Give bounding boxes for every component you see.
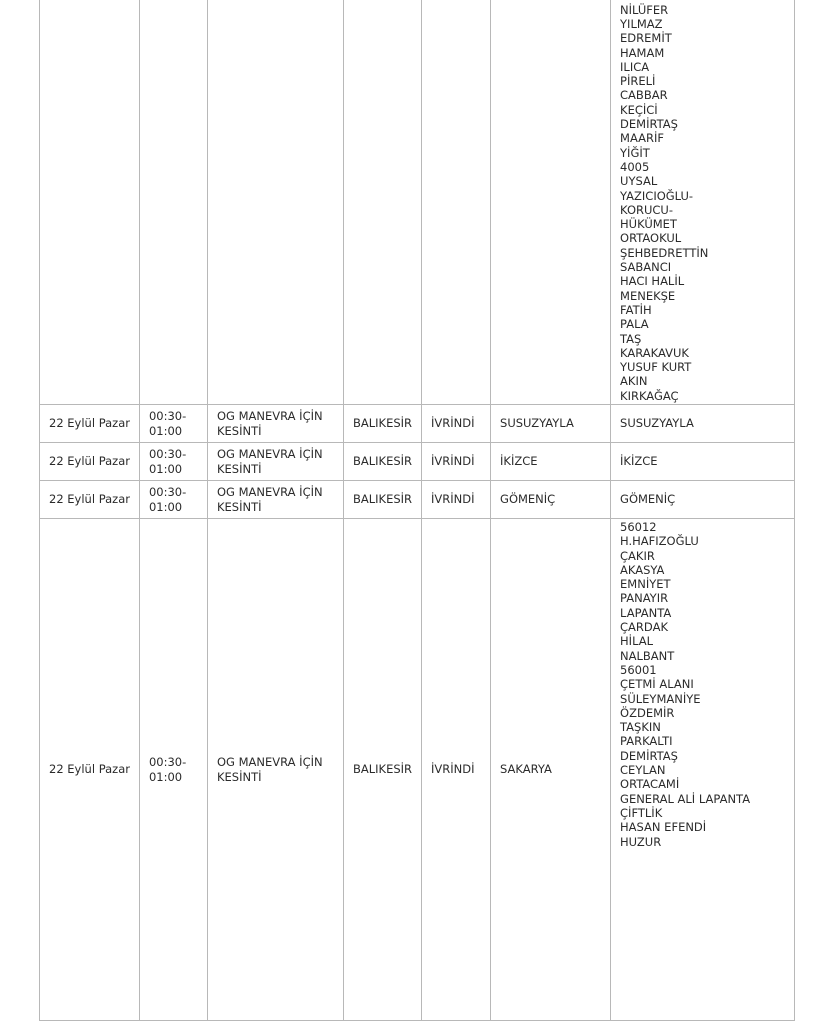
reason-cell <box>207 0 343 405</box>
street-item: KEÇİCİ <box>620 102 658 117</box>
street-list <box>620 454 785 468</box>
street-item: AKASYA <box>620 562 665 577</box>
district-cell <box>422 0 491 405</box>
street-item: YİĞİT <box>620 145 650 160</box>
province-cell <box>343 0 421 405</box>
street-item: ŞEHBEDRETTİN <box>620 245 709 260</box>
street-item: 56001 <box>620 662 657 677</box>
time-cell <box>139 0 207 405</box>
street-item: EDREMİT <box>620 31 672 46</box>
street-item: GENERAL ALİ LAPANTA <box>620 791 751 806</box>
street-item: SÜLEYMANİYE <box>620 691 701 706</box>
street-item: HUZUR <box>620 834 662 849</box>
street-item: NALBANT <box>620 648 675 663</box>
time-cell: 00:30-01:00 <box>139 405 207 443</box>
neighborhood-cell: GÖMENİÇ <box>491 481 611 519</box>
table-row <box>40 405 795 443</box>
province-cell: BALIKESİR <box>343 519 421 1021</box>
time-cell: 00:30-01:00 <box>139 519 207 1021</box>
streets-cell <box>611 443 795 481</box>
street-list <box>620 3 785 403</box>
street-item: KORUCU- <box>620 202 673 217</box>
streets-cell <box>611 405 795 443</box>
district-cell: İVRİNDİ <box>422 481 491 519</box>
street-item: HİLAL <box>620 634 654 649</box>
street-item: ORTAOKUL <box>620 231 682 246</box>
table-body <box>40 0 795 1021</box>
street-item: 56012 <box>620 520 657 534</box>
street-item: ORTACAMİ <box>620 777 680 792</box>
street-item: GÖMENİÇ <box>620 492 676 507</box>
street-item: YUSUF KURT <box>620 360 692 375</box>
street-item: UYSAL <box>620 174 658 189</box>
street-item: YILMAZ <box>620 16 663 31</box>
province-cell: BALIKESİR <box>343 481 421 519</box>
street-item: ÖZDEMİR <box>620 705 675 720</box>
street-item: PALA <box>620 317 649 332</box>
street-list <box>620 492 785 506</box>
reason-cell: OG MANEVRA İÇİN KESİNTİ <box>207 405 343 443</box>
power-outage-table <box>39 0 795 1021</box>
province-cell: BALIKESİR <box>343 443 421 481</box>
table-row <box>40 481 795 519</box>
street-item: YAZICIOĞLU- <box>620 188 694 203</box>
street-item: ÇETMİ ALANI <box>620 677 694 692</box>
street-item: NİLÜFER <box>620 2 669 17</box>
neighborhood-cell: İKİZCE <box>491 443 611 481</box>
street-list <box>620 520 785 849</box>
street-item: EMNİYET <box>620 577 671 592</box>
streets-cell <box>611 481 795 519</box>
street-item: ILICA <box>620 59 650 74</box>
street-item: HÜKÜMET <box>620 217 677 232</box>
street-item: H.HAFIZOĞLU <box>620 534 699 549</box>
date-cell <box>40 0 140 405</box>
street-item: DEMİRTAŞ <box>620 117 678 132</box>
streets-cell <box>611 0 795 405</box>
street-list <box>620 416 785 430</box>
time-cell: 00:30-01:00 <box>139 443 207 481</box>
table-row <box>40 0 795 405</box>
street-item: DEMİRTAŞ <box>620 748 678 763</box>
street-item: ÇARDAK <box>620 620 668 635</box>
street-item: FATİH <box>620 302 652 317</box>
street-item: PİRELİ <box>620 74 656 89</box>
reason-cell: OG MANEVRA İÇİN KESİNTİ <box>207 481 343 519</box>
neighborhood-cell: SAKARYA <box>491 519 611 1021</box>
street-item: ÇAKIR <box>620 548 655 563</box>
street-item: TAŞ <box>620 331 642 346</box>
street-item: MENEKŞE <box>620 288 676 303</box>
street-item: KARAKAVUK <box>620 345 689 360</box>
street-item: PARKALTI <box>620 734 673 749</box>
street-item: İKİZCE <box>620 454 658 469</box>
street-item: KIRKAĞAÇ <box>620 388 679 403</box>
street-item: HASAN EFENDİ <box>620 820 707 835</box>
street-item: SUSUZYAYLA <box>620 416 694 431</box>
streets-cell <box>611 519 795 1021</box>
neighborhood-cell: SUSUZYAYLA <box>491 405 611 443</box>
street-item: MAARİF <box>620 131 665 146</box>
street-item: HACI HALİL <box>620 274 685 289</box>
date-cell: 22 Eylül Pazar <box>40 405 140 443</box>
reason-cell: OG MANEVRA İÇİN KESİNTİ <box>207 443 343 481</box>
district-cell: İVRİNDİ <box>422 443 491 481</box>
date-cell: 22 Eylül Pazar <box>40 481 140 519</box>
street-item: ÇİFTLİK <box>620 805 663 820</box>
street-item: CEYLAN <box>620 763 666 778</box>
street-item: CABBAR <box>620 88 668 103</box>
reason-cell: OG MANEVRA İÇİN KESİNTİ <box>207 519 343 1021</box>
street-item: TAŞKIN <box>620 720 661 735</box>
street-item: SABANCI <box>620 260 672 275</box>
table-row <box>40 443 795 481</box>
street-item: 4005 <box>620 159 650 174</box>
street-item: LAPANTA <box>620 605 672 620</box>
street-item: AKIN <box>620 374 648 389</box>
street-item: PANAYIR <box>620 591 669 606</box>
province-cell: BALIKESİR <box>343 405 421 443</box>
district-cell: İVRİNDİ <box>422 405 491 443</box>
table-row <box>40 519 795 1021</box>
street-item: HAMAM <box>620 45 665 60</box>
district-cell: İVRİNDİ <box>422 519 491 1021</box>
date-cell: 22 Eylül Pazar <box>40 443 140 481</box>
neighborhood-cell <box>491 0 611 405</box>
date-cell: 22 Eylül Pazar <box>40 519 140 1021</box>
time-cell: 00:30-01:00 <box>139 481 207 519</box>
